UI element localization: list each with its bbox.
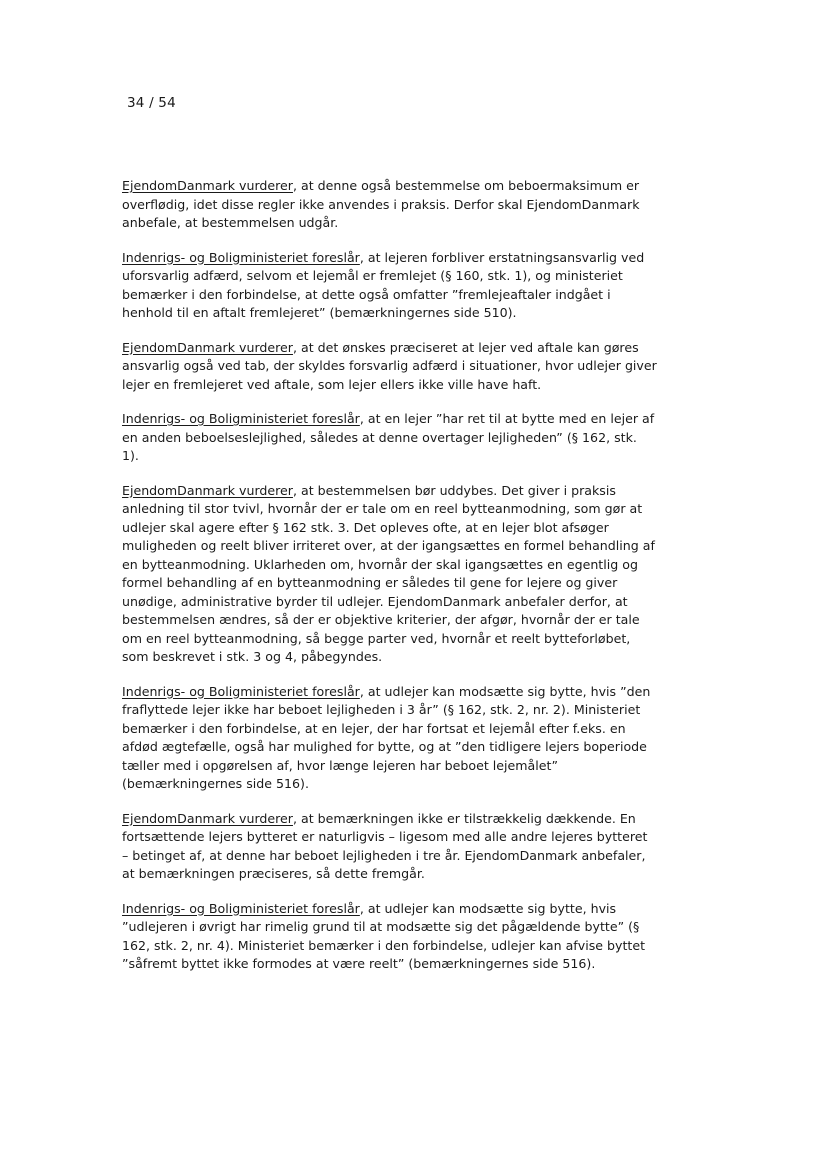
paragraph-lead: Indenrigs- og Boligministeriet foreslår [122, 249, 360, 265]
paragraph-5 [122, 482, 657, 667]
paragraph-lead: EjendomDanmark vurderer [122, 178, 293, 193]
page-number: 34 / 54 [127, 95, 176, 111]
paragraph-text: , at udlejer kan modsætte sig bytte, hvis ”den fraflyttede lejer ikke har beboet lejligheden i 3 år” (§ 162, stk. 2, nr. 2). Ministeriet bemærker i den forbindelse, at en lejer, der har fortsat et lejemål efter f.eks. en afdød ægtefælle, også har mulighed for bytte, og at ”den tidligere lejers boperiode tæller med i opgørelsen af, hvor længe lejeren har beboet lejemålet” (bemærkningernes side 516). [122, 683, 651, 791]
paragraph-text: , at denne også bestemmelse om beboermaksimum er overflødig, idet disse regler ikke anvendes i praksis. Derfor skal EjendomDanmark anbefale, at bestemmelsen udgår. [122, 178, 640, 230]
paragraph-text: , at en lejer ”har ret til at bytte med en lejer af en anden beboelseslejlighed, således at denne overtager lejligheden” (§ 162, stk. 1). [122, 411, 655, 463]
paragraph-text: , at lejeren forbliver erstatningsansvarlig ved uforsvarlig adfærd, selvom et lejemål er fremlejet (§ 160, stk. 1), og ministeriet bemærker i den forbindelse, at dette også omfatter ”fremlejeaftaler indgået i henhold til en aftalt fremlejeret” (bemærkningernes side 510). [122, 249, 645, 320]
paragraph-6 [122, 683, 657, 794]
paragraph-lead: EjendomDanmark vurderer [122, 810, 293, 826]
paragraph-text: , at udlejer kan modsætte sig bytte, hvis ”udlejeren i øvrigt har rimelig grund til at modsætte sig det pågældende bytte” (§ 162, stk. 2, nr. 4). Ministeriet bemærker i den forbindelse, udlejer kan afvise byttet ”såfremt byttet ikke formodes at være reelt” (bemærkningernes side 516). [122, 900, 646, 971]
paragraph-lead: EjendomDanmark vurderer [122, 482, 293, 498]
paragraph-7 [122, 810, 657, 884]
paragraph-text: , at bemærkningen ikke er tilstrækkelig dækkende. En fortsættende lejers bytteret er naturligvis – ligesom med alle andre lejeres bytteret – betinget af, at denne har beboet lejligheden i tre år. EjendomDanmark anbefaler, at bemærkningen præciseres, så dette fremgår. [122, 810, 648, 881]
paragraph-8 [122, 900, 657, 974]
paragraph-lead: Indenrigs- og Boligministeriet foreslår [122, 900, 360, 916]
paragraph-4 [122, 410, 657, 466]
paragraph-1 [122, 177, 657, 233]
paragraph-2 [122, 249, 657, 323]
document-body [122, 177, 657, 990]
paragraph-lead: EjendomDanmark vurderer [122, 339, 293, 355]
paragraph-3 [122, 339, 657, 395]
paragraph-lead: Indenrigs- og Boligministeriet foreslår [122, 411, 360, 426]
paragraph-lead: Indenrigs- og Boligministeriet foreslår [122, 683, 360, 699]
paragraph-text: , at det ønskes præciseret at lejer ved aftale kan gøres ansvarlig også ved tab, der skyldes forsvarlig adfærd i situationer, hvor udlejer giver lejer en fremlejeret ved aftale, som lejer ellers ikke ville have haft. [122, 339, 657, 392]
paragraph-text: , at bestemmelsen bør uddybes. Det giver i praksis anledning til stor tvivl, hvornår der er tale om en reel bytteanmodning, som gør at udlejer skal agere efter § 162 stk. 3. Det opleves ofte, at en lejer blot afsøger muligheden og reelt bliver irriteret over, at der igangsættes en formel behandling af en bytteanmodning. Uklarheden om, hvornår der skal igangsættes en egentlig og formel behandling af en bytteanmodning er således til gene for lejere og giver unødige, administrative byrder til udlejer. EjendomDanmark anbefaler derfor, at bestemmelsen ændres, så der er objektive kriterier, der afgør, hvornår der er tale om en reel bytteanmodning, så begge parter ved, hvornår et reelt bytteforløbet, som beskrevet i stk. 3 og 4, påbegyndes. [122, 482, 655, 664]
